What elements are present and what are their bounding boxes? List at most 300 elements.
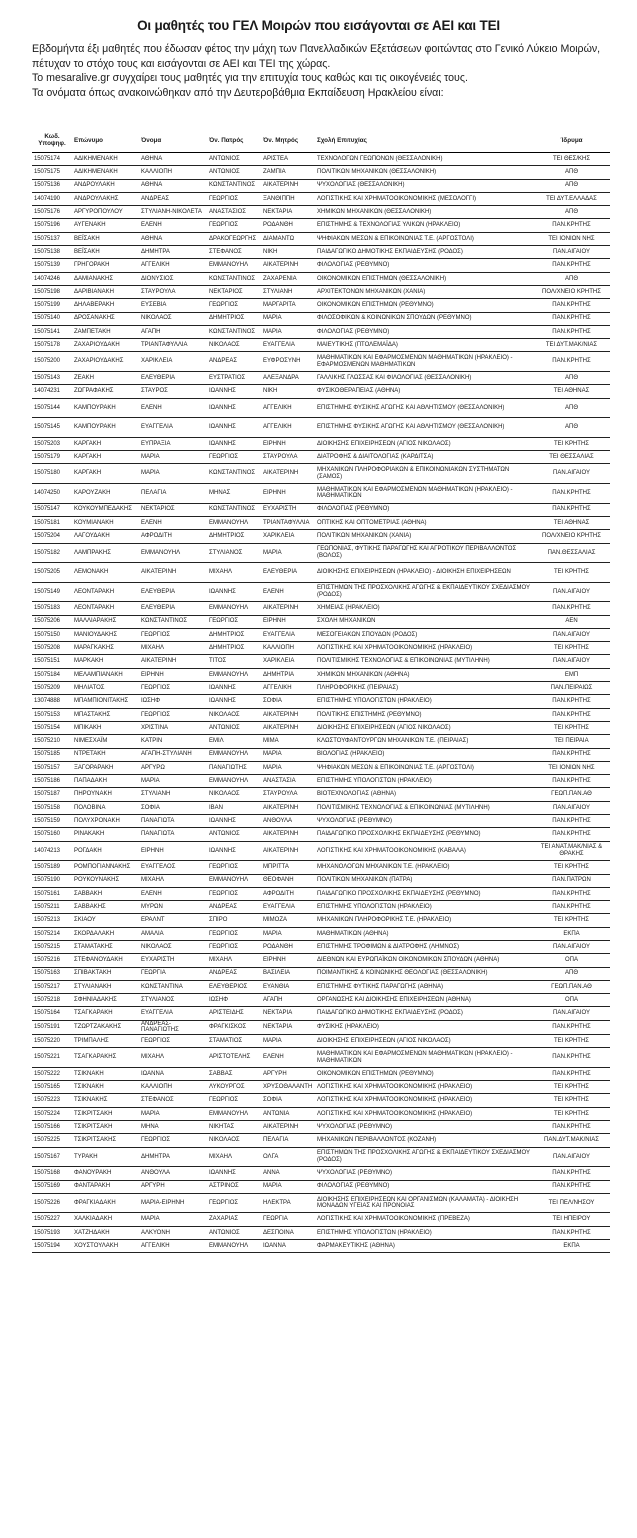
cell-mother-name: ΑΙΚΑΤΕΡΙΝΗ — [261, 801, 315, 814]
table-row — [32, 828, 610, 841]
cell-mother-name: ΝΙΚΗ — [261, 385, 315, 398]
cell-school: ΟΙΚΟΝΟΜΙΚΩΝ ΕΠΙΣΤΗΜΩΝ (ΘΕΣΣΑΛΟΝΙΚΗ) — [315, 272, 533, 285]
cell-institution: ΕΜΠ — [533, 668, 610, 681]
cell-school: ΒΙΟΤΕΧΝΟΛΟΓΙΑΣ (ΑΘΗΝΑ) — [315, 788, 533, 801]
cell-institution: ΠΑΝ.ΚΡΗΤΗΣ — [533, 503, 610, 516]
cell-mother-name: ΕΥΑΝΘΙΑ — [261, 980, 315, 993]
cell-school: ΨΥΧΟΛΟΓΙΑΣ (ΡΕΘΥΜΝΟ) — [315, 1121, 533, 1134]
cell-father-name: ΓΕΩΡΓΙΟΣ — [207, 451, 261, 464]
cell-institution: ΑΠΘ — [533, 206, 610, 219]
cell-institution: ΠΑΝ.ΠΕΙΡΑΙΩΣ — [533, 682, 610, 695]
cell-first-name: ΕΛΕΝΗ — [139, 219, 207, 232]
cell-school: ΔΙΟΙΚΗΣΗΣ ΕΠΙΧΕΙΡΗΣΕΩΝ (ΗΡΑΚΛΕΙΟ) - ΔΙΟΙΚΗΣΗ ΕΠΙΧΕΙΡΗΣΕΩΝ — [315, 563, 533, 583]
cell-father-name: ΕΜΜΑΝΟΥΗΛ — [207, 516, 261, 529]
cell-school: ΜΑΙΕΥΤΙΚΗΣ (ΠΤΟΛΕΜΑΪΔΑ) — [315, 339, 533, 352]
cell-father-name: ΚΩΝΣΤΑΝΤΙΝΟΣ — [207, 503, 261, 516]
cell-institution: ΠΑΝ.ΑΙΓΑΙΟΥ — [533, 801, 610, 814]
cell-mother-name: ΕΥΦΡΟΣΥΝΗ — [261, 352, 315, 372]
cell-surname: ΜΑΛΛΙΑΡΑΚΗΣ — [72, 615, 139, 628]
cell-institution: ΠΑΝ.ΚΡΗΤΗΣ — [533, 1226, 610, 1239]
cell-surname: ΛΕΟΝΤΑΡΑΚΗ — [72, 602, 139, 615]
cell-father-name: ΕΜΜΑΝΟΥΗΛ — [207, 775, 261, 788]
cell-first-name: ΑΝΘΟΥΛΑ — [139, 1167, 207, 1180]
cell-institution: ΠΑΝ.ΑΙΓΑΙΟΥ — [533, 582, 610, 602]
cell-school: ΨΥΧΟΛΟΓΙΑΣ (ΘΕΣΣΑΛΟΝΙΚΗ) — [315, 179, 533, 192]
cell-first-name: ΑΓΑΠΗ — [139, 325, 207, 338]
cell-first-name: ΝΕΚΤΑΡΙΟΣ — [139, 503, 207, 516]
cell-surname: ΜΑΡΚΑΚΗ — [72, 655, 139, 668]
table-row — [32, 372, 610, 385]
cell-institution: ΑΠΘ — [533, 179, 610, 192]
cell-surname: ΒΕΪΣΑΚΗ — [72, 232, 139, 245]
cell-mother-name: ΑΙΚΑΤΕΡΙΝΗ — [261, 259, 315, 272]
cell-candidate-code: 15075178 — [32, 339, 72, 352]
cell-candidate-code: 15075226 — [32, 1193, 72, 1213]
cell-father-name: ΙΩΑΝΝΗΣ — [207, 437, 261, 450]
cell-first-name: ΝΙΚΟΛΑΟΣ — [139, 941, 207, 954]
cell-father-name: ΝΙΚΟΛΑΟΣ — [207, 788, 261, 801]
cell-institution: ΑΕΝ — [533, 615, 610, 628]
table-row — [32, 615, 610, 628]
cell-surname: ΜΗΛΙΑΤΟΣ — [72, 682, 139, 695]
cell-surname: ΧΟΥΣΤΟΥΛΑΚΗ — [72, 1240, 139, 1253]
table-row — [32, 1213, 610, 1226]
cell-father-name: ΔΗΜΗΤΡΙΟΣ — [207, 530, 261, 543]
cell-school: ΛΟΓΙΣΤΙΚΗΣ ΚΑΙ ΧΡΗΜΑΤΟΟΙΚΟΝΟΜΙΚΗΣ (ΠΡΕΒΕΖΑ) — [315, 1213, 533, 1226]
cell-first-name: ΠΕΛΑΓΙΑ — [139, 484, 207, 504]
cell-school: ΔΙΟΙΚΗΣΗΣ ΕΠΙΧΕΙΡΗΣΕΩΝ (ΑΓΙΟΣ ΝΙΚΟΛΑΟΣ) — [315, 721, 533, 734]
table-row — [32, 385, 610, 398]
cell-school: ΦΑΡΜΑΚΕΥΤΙΚΗΣ (ΑΘΗΝΑ) — [315, 1240, 533, 1253]
cell-mother-name: ΑΙΚΑΤΕΡΙΝΗ — [261, 708, 315, 721]
cell-father-name: ΙΩΑΝΝΗΣ — [207, 815, 261, 828]
cell-school: ΣΧΟΛΗ ΜΗΧΑΝΙΚΩΝ — [315, 615, 533, 628]
cell-mother-name: ΕΙΡΗΝΗ — [261, 437, 315, 450]
cell-father-name: ΕΜΜΑΝΟΥΗΛ — [207, 1107, 261, 1120]
cell-first-name: ΑΓΓΕΛΙΚΗ — [139, 1240, 207, 1253]
cell-candidate-code: 15075181 — [32, 516, 72, 529]
cell-school: ΦΥΣΙΚΟΘΕΡΑΠΕΙΑΣ (ΑΘΗΝΑ) — [315, 385, 533, 398]
cell-first-name: ΓΕΩΡΓΙΟΣ — [139, 1134, 207, 1147]
cell-school: ΠΟΛΙΤΙΚΩΝ ΜΗΧΑΝΙΚΩΝ (ΧΑΝΙΑ) — [315, 530, 533, 543]
cell-school: ΦΙΛΟΛΟΓΙΑΣ (ΡΕΘΥΜΝΟ) — [315, 503, 533, 516]
cell-institution: ΠΑΝ.ΚΡΗΤΗΣ — [533, 219, 610, 232]
cell-school: ΦΙΛΟΣΟΦΙΚΩΝ & ΚΟΙΝΩΝΙΚΩΝ ΣΠΟΥΔΩΝ (ΡΕΘΥΜΝΟ) — [315, 312, 533, 325]
cell-candidate-code: 15075208 — [32, 642, 72, 655]
cell-father-name: ΚΩΝΣΤΑΝΤΙΝΟΣ — [207, 325, 261, 338]
cell-first-name: ΜΙΧΑΗΛ — [139, 642, 207, 655]
cell-candidate-code: 15075164 — [32, 1007, 72, 1020]
cell-father-name: ΕΜΜΑΝΟΥΗΛ — [207, 259, 261, 272]
table-row — [32, 219, 610, 232]
cell-father-name: ΣΑΒΒΑΣ — [207, 1067, 261, 1080]
cell-mother-name: ΝΙΚΗ — [261, 246, 315, 259]
table-row — [32, 299, 610, 312]
cell-surname: ΑΔΙΚΗΜΕΝΑΚΗ — [72, 153, 139, 166]
cell-surname: ΠΟΛΥΧΡΟΝΑΚΗ — [72, 815, 139, 828]
cell-first-name: ΜΗΝΑ — [139, 1121, 207, 1134]
cell-father-name: ΚΩΝΣΤΑΝΤΙΝΟΣ — [207, 179, 261, 192]
table-row — [32, 1226, 610, 1239]
cell-first-name: ΕΥΣΕΒΙΑ — [139, 299, 207, 312]
cell-mother-name: ΜΑΡΙΑ — [261, 761, 315, 774]
cell-father-name: ΜΗΝΑΣ — [207, 484, 261, 504]
cell-first-name: ΕΥΧΑΡΙΣΤΗ — [139, 954, 207, 967]
cell-mother-name: ΗΛΕΚΤΡΑ — [261, 1193, 315, 1213]
cell-candidate-code: 15075166 — [32, 1121, 72, 1134]
cell-school: ΠΑΙΔΑΓΩΓΙΚΟ ΔΗΜΟΤΙΚΗΣ ΕΚΠΑΙΔΕΥΣΗΣ (ΡΟΔΟΣ) — [315, 1007, 533, 1020]
cell-candidate-code: 15075184 — [32, 668, 72, 681]
cell-mother-name: ΘΕΟΦΑΝΗ — [261, 874, 315, 887]
intro-paragraph: Εβδομήντα έξι μαθητές που έδωσαν φέτος την μάχη των Πανελλαδικών Εξετάσεων φοιτώντας στο Γενικό Λύκειο Μοιρών, πέτυχαν το στόχο τους και εισάγονται σε ΑΕΙ και ΤΕΙ της χώρας. — [32, 43, 601, 70]
cell-father-name: ΙΩΑΝΝΗΣ — [207, 398, 261, 418]
cell-surname: ΣΦΗΝΙΑΔΑΚΗΣ — [72, 994, 139, 1007]
cell-first-name: ΚΩΝΣΤΑΝΤΙΝΟΣ — [139, 615, 207, 628]
cell-candidate-code: 15075227 — [32, 1213, 72, 1226]
cell-surname: ΚΑΡΓΑΚΗ — [72, 437, 139, 450]
cell-surname: ΡΟΜΠΟΓΙΑΝΝΑΚΗΣ — [72, 861, 139, 874]
cell-institution: ΠΑΝ.ΚΡΗΤΗΣ — [533, 312, 610, 325]
cell-surname: ΑΝΔΡΟΥΛΑΚΗ — [72, 179, 139, 192]
cell-father-name: ΕΜΜΑΝΟΥΗΛ — [207, 874, 261, 887]
cell-father-name: ΕΜΜΑΝΟΥΗΛ — [207, 748, 261, 761]
cell-father-name: ΑΡΙΣΤΟΤΕΛΗΣ — [207, 1048, 261, 1068]
cell-mother-name: ΚΑΛΛΙΟΠΗ — [261, 642, 315, 655]
cell-surname: ΔΡΟΣΑΝΑΚΗΣ — [72, 312, 139, 325]
cell-mother-name: ΕΥΧΑΡΙΣΤΗ — [261, 503, 315, 516]
cell-surname: ΦΑΝΟΥΡΑΚΗ — [72, 1167, 139, 1180]
cell-father-name: ΑΝΤΩΝΙΟΣ — [207, 721, 261, 734]
cell-mother-name: ΑΝΤΩΝΙΑ — [261, 1107, 315, 1120]
table-row — [32, 451, 610, 464]
cell-candidate-code: 15075210 — [32, 735, 72, 748]
cell-father-name: ΓΕΩΡΓΙΟΣ — [207, 1094, 261, 1107]
table-row — [32, 516, 610, 529]
cell-father-name: ΑΡΙΣΤΕΙΔΗΣ — [207, 1007, 261, 1020]
cell-surname: ΑΡΓΥΡΟΠΟΥΛΟΥ — [72, 206, 139, 219]
cell-institution: ΠΑΝ.ΘΕΣΣΑΛΙΑΣ — [533, 543, 610, 563]
table-row — [32, 841, 610, 861]
cell-institution: ΠΟΛ/ΧΝΕΙΟ ΚΡΗΤΗΣ — [533, 285, 610, 298]
cell-surname: ΤΣΙΚΡΙΤΣΑΚΗ — [72, 1107, 139, 1120]
cell-first-name: ΧΡΙΣΤΙΝΑ — [139, 721, 207, 734]
cell-first-name: ΕΛΕΥΘΕΡΙΑ — [139, 372, 207, 385]
cell-candidate-code: 15075196 — [32, 219, 72, 232]
table-row — [32, 748, 610, 761]
cell-candidate-code: 15075185 — [32, 748, 72, 761]
cell-father-name: ΝΙΚΗΤΑΣ — [207, 1121, 261, 1134]
cell-candidate-code: 15075205 — [32, 563, 72, 583]
cell-first-name: ΕΥΑΓΓΕΛΙΑ — [139, 1007, 207, 1020]
cell-school: ΓΕΩΠΟΝΙΑΣ, ΦΥΤΙΚΗΣ ΠΑΡΑΓΩΓΗΣ ΚΑΙ ΑΓΡΟΤΙΚΟΥ ΠΕΡΙΒΑΛΛΟΝΤΟΣ (ΒΟΛΟΣ) — [315, 543, 533, 563]
cell-surname: ΚΑΡΓΑΚΗ — [72, 451, 139, 464]
cell-candidate-code: 15075189 — [32, 861, 72, 874]
cell-father-name: ΕΜΙΛ — [207, 735, 261, 748]
cell-surname: ΑΔΙΚΗΜΕΝΑΚΗ — [72, 166, 139, 179]
cell-mother-name: ΕΛΕΝΗ — [261, 1048, 315, 1068]
cell-candidate-code: 15075140 — [32, 312, 72, 325]
cell-mother-name: ΣΟΦΙΑ — [261, 1094, 315, 1107]
results-table — [32, 128, 610, 1253]
cell-first-name: ΜΑΡΙΑ — [139, 775, 207, 788]
table-row — [32, 901, 610, 914]
cell-surname: ΣΑΒΒΑΚΗ — [72, 887, 139, 900]
cell-school: ΕΠΙΣΤΗΜΗΣ ΤΡΟΦΙΜΩΝ & ΔΙΑΤΡΟΦΗΣ (ΛΗΜΝΟΣ) — [315, 941, 533, 954]
cell-institution: ΤΕΙ ΘΕΣ/ΚΗΣ — [533, 153, 610, 166]
cell-surname: ΛΕΟΝΤΑΡΑΚΗ — [72, 582, 139, 602]
cell-institution: ΠΑΝ.ΔΥΤ.ΜΑΚ/ΝΙΑΣ — [533, 1134, 610, 1147]
cell-mother-name: ΕΥΑΓΓΕΛΙΑ — [261, 628, 315, 641]
cell-mother-name: ΑΙΚΑΤΕΡΙΝΗ — [261, 841, 315, 861]
table-row — [32, 801, 610, 814]
header-first-name: Όνομα — [139, 128, 207, 153]
cell-candidate-code: 15075180 — [32, 464, 72, 484]
cell-school: ΕΠΙΣΤΗΜΩΝ ΤΗΣ ΠΡΟΣΧΟΛΙΚΗΣ ΑΓΩΓΗΣ & ΕΚΠΑΙΔΕΥΤΙΚΟΥ ΣΧΕΔΙΑΣΜΟΥ (ΡΟΔΟΣ) — [315, 582, 533, 602]
cell-school: ΟΠΤΙΚΗΣ ΚΑΙ ΟΠΤΟΜΕΤΡΙΑΣ (ΑΘΗΝΑ) — [315, 516, 533, 529]
cell-institution: ΑΠΘ — [533, 398, 610, 418]
cell-school: ΜΗΧΑΝΙΚΩΝ ΠΛΗΡΟΦΟΡΙΑΚΩΝ & ΕΠΙΚΟΙΝΩΝΙΑΚΩΝ ΣΥΣΤΗΜΑΤΩΝ (ΣΑΜΟΣ) — [315, 464, 533, 484]
cell-school: ΕΠΙΣΤΗΜΗΣ ΥΠΟΛΟΓΙΣΤΩΝ (ΗΡΑΚΛΕΙΟ) — [315, 775, 533, 788]
cell-school: ΠΟΛΙΤΙΚΩΝ ΜΗΧΑΝΙΚΩΝ (ΠΑΤΡΑ) — [315, 874, 533, 887]
cell-surname: ΖΕΑΚΗ — [72, 372, 139, 385]
cell-father-name: ΦΡΑΓΚΙΣΚΟΣ — [207, 1020, 261, 1034]
cell-father-name: ΜΙΧΑΗΛ — [207, 1147, 261, 1167]
cell-surname: ΣΤΑΜΑΤΑΚΗΣ — [72, 941, 139, 954]
cell-institution: ΠΑΝ.ΚΡΗΤΗΣ — [533, 259, 610, 272]
cell-school: ΛΟΓΙΣΤΙΚΗΣ ΚΑΙ ΧΡΗΜΑΤΟΟΙΚΟΝΟΜΙΚΗΣ (ΗΡΑΚΛΕΙΟ) — [315, 642, 533, 655]
table-row — [32, 1034, 610, 1047]
cell-father-name: ΣΤΑΜΑΤΙΟΣ — [207, 1034, 261, 1047]
cell-mother-name: ΑΓΓΕΛΙΚΗ — [261, 418, 315, 438]
cell-institution: ΠΑΝ.ΚΡΗΤΗΣ — [533, 887, 610, 900]
table-row — [32, 668, 610, 681]
cell-father-name: ΑΝΔΡΕΑΣ — [207, 967, 261, 980]
cell-candidate-code: 15075220 — [32, 1034, 72, 1047]
cell-school: ΛΟΓΙΣΤΙΚΗΣ ΚΑΙ ΧΡΗΜΑΤΟΟΙΚΟΝΟΜΙΚΗΣ (ΗΡΑΚΛΕΙΟ) — [315, 1094, 533, 1107]
cell-candidate-code: 15075224 — [32, 1107, 72, 1120]
cell-institution: ΤΕΙ ΚΡΗΤΗΣ — [533, 563, 610, 583]
cell-surname: ΤΣΑΓΚΑΡΑΚΗΣ — [72, 1048, 139, 1068]
cell-father-name: ΚΩΝΣΤΑΝΤΙΝΟΣ — [207, 464, 261, 484]
cell-candidate-code: 14074250 — [32, 484, 72, 504]
table-row — [32, 861, 610, 874]
table-row — [32, 927, 610, 940]
cell-school: ΠΑΙΔΑΓΩΓΙΚΟ ΠΡΟΣΧΟΛΙΚΗΣ ΕΚΠΑΙΔΕΥΣΗΣ (ΡΕΘΥΜΝΟ) — [315, 828, 533, 841]
cell-institution: ΤΕΙ ΗΠΕΙΡΟΥ — [533, 1213, 610, 1226]
cell-candidate-code: 15075168 — [32, 1167, 72, 1180]
cell-school: ΟΙΚΟΝΟΜΙΚΩΝ ΕΠΙΣΤΗΜΩΝ (ΡΕΘΥΜΝΟ) — [315, 299, 533, 312]
cell-first-name: ΣΤΑΥΡΟΥΛΑ — [139, 285, 207, 298]
cell-school: ΦΙΛΟΛΟΓΙΑΣ (ΡΕΘΥΜΝΟ) — [315, 325, 533, 338]
table-row — [32, 530, 610, 543]
cell-school: ΨΥΧΟΛΟΓΙΑΣ (ΡΕΘΥΜΝΟ) — [315, 1167, 533, 1180]
table-row — [32, 887, 610, 900]
table-row — [32, 1147, 610, 1167]
cell-school: ΔΙΕΘΝΩΝ ΚΑΙ ΕΥΡΩΠΑΪΚΩΝ ΟΙΚΟΝΟΜΙΚΩΝ ΣΠΟΥΔΩΝ (ΑΘΗΝΑ) — [315, 954, 533, 967]
cell-candidate-code: 15075158 — [32, 801, 72, 814]
cell-surname: ΔΑΜΙΑΝΑΚΗΣ — [72, 272, 139, 285]
cell-candidate-code: 15075191 — [32, 1020, 72, 1034]
cell-first-name: ΜΑΡΙΑ — [139, 464, 207, 484]
cell-surname: ΤΥΡΑΚΗ — [72, 1147, 139, 1167]
cell-institution: ΠΑΝ.ΑΙΓΑΙΟΥ — [533, 1147, 610, 1167]
table-row — [32, 1067, 610, 1080]
cell-first-name: ΜΑΡΙΑ — [139, 1213, 207, 1226]
cell-institution: ΤΕΙ ΠΕΙΡΑΙΑ — [533, 735, 610, 748]
cell-candidate-code: 15075136 — [32, 179, 72, 192]
cell-mother-name: ΑΓΓΕΛΙΚΗ — [261, 682, 315, 695]
cell-school: ΜΑΘΗΜΑΤΙΚΩΝ ΚΑΙ ΕΦΑΡΜΟΣΜΕΝΩΝ ΜΑΘΗΜΑΤΙΚΩΝ (ΗΡΑΚΛΕΙΟ) - ΜΑΘΗΜΑΤΙΚΩΝ — [315, 1048, 533, 1068]
cell-surname: ΜΑΝΙΟΥΔΑΚΗΣ — [72, 628, 139, 641]
cell-father-name: ΓΕΩΡΓΙΟΣ — [207, 219, 261, 232]
cell-father-name: ΛΥΚΟΥΡΓΟΣ — [207, 1081, 261, 1094]
cell-first-name: ΑΡΓΥΡΗ — [139, 1180, 207, 1193]
cell-candidate-code: 15075175 — [32, 166, 72, 179]
cell-candidate-code: 15075179 — [32, 451, 72, 464]
cell-candidate-code: 15075144 — [32, 398, 72, 418]
cell-mother-name: ΑΓΑΠΗ — [261, 994, 315, 1007]
cell-candidate-code: 15075198 — [32, 285, 72, 298]
cell-institution: ΤΕΙ ΚΡΗΤΗΣ — [533, 1107, 610, 1120]
cell-first-name: ΑΦΡΟΔΙΤΗ — [139, 530, 207, 543]
cell-mother-name: ΣΤΑΥΡΟΥΛΑ — [261, 788, 315, 801]
cell-father-name: ΑΝΔΡΕΑΣ — [207, 352, 261, 372]
table-row — [32, 1081, 610, 1094]
cell-school: ΔΙΟΙΚΗΣΗΣ ΕΠΙΧΕΙΡΗΣΕΩΝ ΚΑΙ ΟΡΓΑΝΙΣΜΩΝ (ΚΑΛΑΜΑΤΑ) - ΔΙΟΙΚΗΣΗ ΜΟΝΑΔΩΝ ΥΓΕΙΑΣ ΚΑΙ ΠΡΟΝΟΙΑΣ — [315, 1193, 533, 1213]
cell-first-name: ΑΘΗΝΑ — [139, 179, 207, 192]
cell-candidate-code: 15075217 — [32, 980, 72, 993]
table-row — [32, 259, 610, 272]
table-row — [32, 503, 610, 516]
cell-candidate-code: 15075147 — [32, 503, 72, 516]
cell-school: ΦΥΣΙΚΗΣ (ΗΡΑΚΛΕΙΟ) — [315, 1020, 533, 1034]
table-row — [32, 1094, 610, 1107]
header-surname: Επώνυμο — [72, 128, 139, 153]
cell-candidate-code: 15075218 — [32, 994, 72, 1007]
cell-mother-name: ΑΙΚΑΤΕΡΙΝΗ — [261, 828, 315, 841]
cell-candidate-code: 15075161 — [32, 887, 72, 900]
cell-candidate-code: 15075163 — [32, 967, 72, 980]
cell-mother-name: ΜΑΡΙΑ — [261, 312, 315, 325]
cell-institution: ΤΕΙ ΑΘΗΝΑΣ — [533, 516, 610, 529]
cell-surname: ΤΣΑΓΚΑΡΑΚΗ — [72, 1007, 139, 1020]
cell-institution: ΠΑΝ.ΚΡΗΤΗΣ — [533, 352, 610, 372]
cell-institution: ΤΕΙ ΑΝΑΤ.ΜΑΚ/ΝΙΑΣ & ΘΡΑΚΗΣ — [533, 841, 610, 861]
cell-school: ΕΠΙΣΤΗΜΗΣ ΥΠΟΛΟΓΙΣΤΩΝ (ΗΡΑΚΛΕΙΟ) — [315, 1226, 533, 1239]
cell-institution: ΠΑΝ.ΚΡΗΤΗΣ — [533, 1048, 610, 1068]
cell-mother-name: ΝΕΚΤΑΡΙΑ — [261, 206, 315, 219]
cell-institution: ΠΑΝ.ΑΙΓΑΙΟΥ — [533, 655, 610, 668]
cell-first-name: ΕΛΕΝΗ — [139, 887, 207, 900]
cell-candidate-code: 15075137 — [32, 232, 72, 245]
cell-school: ΜΗΧΑΝΙΚΩΝ ΠΕΡΙΒΑΛΛΟΝΤΟΣ (ΚΟΖΑΝΗ) — [315, 1134, 533, 1147]
cell-first-name: ΠΑΝΑΓΙΩΤΑ — [139, 815, 207, 828]
table-row — [32, 874, 610, 887]
table-row — [32, 914, 610, 927]
cell-first-name: ΙΩΣΗΦ — [139, 695, 207, 708]
cell-surname: ΡΟΥΚΟΥΝΑΚΗΣ — [72, 874, 139, 887]
table-row — [32, 1134, 610, 1147]
cell-institution: ΤΕΙ ΚΡΗΤΗΣ — [533, 642, 610, 655]
cell-candidate-code: 15075141 — [32, 325, 72, 338]
cell-candidate-code: 15075211 — [32, 901, 72, 914]
cell-school: ΨΥΧΟΛΟΓΙΑΣ (ΡΕΘΥΜΝΟ) — [315, 815, 533, 828]
cell-candidate-code: 15075204 — [32, 530, 72, 543]
cell-first-name: ΓΕΩΡΓΙΟΣ — [139, 682, 207, 695]
cell-surname: ΞΑΓΟΡΑΡΑΚΗ — [72, 761, 139, 774]
cell-father-name: ΓΕΩΡΓΙΟΣ — [207, 299, 261, 312]
cell-first-name: ΧΑΡΙΚΛΕΙΑ — [139, 352, 207, 372]
cell-candidate-code: 15075225 — [32, 1134, 72, 1147]
cell-institution: ΠΑΝ.ΚΡΗΤΗΣ — [533, 602, 610, 615]
cell-institution: ΟΠΑ — [533, 994, 610, 1007]
table-row — [32, 153, 610, 166]
cell-mother-name: ΖΑΜΠΙΑ — [261, 166, 315, 179]
cell-mother-name: ΑΡΙΣΤΕΑ — [261, 153, 315, 166]
cell-school: ΦΙΛΟΛΟΓΙΑΣ (ΡΕΘΥΜΝΟ) — [315, 1180, 533, 1193]
cell-first-name: ΑΙΚΑΤΕΡΙΝΗ — [139, 563, 207, 583]
header-father-name: Όν. Πατρός — [207, 128, 261, 153]
cell-candidate-code: 15075169 — [32, 1180, 72, 1193]
table-row — [32, 563, 610, 583]
cell-surname: ΜΠΑΣΤΑΚΗΣ — [72, 708, 139, 721]
cell-institution: ΤΕΙ ΚΡΗΤΗΣ — [533, 861, 610, 874]
cell-institution: ΑΠΘ — [533, 967, 610, 980]
cell-mother-name: ΑΡΓΥΡΗ — [261, 1067, 315, 1080]
cell-first-name: ΕΥΑΓΓΕΛΟΣ — [139, 861, 207, 874]
cell-surname: ΝΙΜΕΣΧΑΪΜ — [72, 735, 139, 748]
cell-mother-name: ΕΙΡΗΝΗ — [261, 615, 315, 628]
table-row — [32, 1007, 610, 1020]
table-row — [32, 339, 610, 352]
cell-surname: ΣΠΙΒΑΚΤΑΚΗ — [72, 967, 139, 980]
cell-institution: ΠΑΝ.ΚΡΗΤΗΣ — [533, 299, 610, 312]
cell-institution: ΟΠΑ — [533, 954, 610, 967]
cell-institution: ΠΑΝ.ΚΡΗΤΗΣ — [533, 1167, 610, 1180]
cell-father-name: ΔΗΜΗΤΡΙΟΣ — [207, 642, 261, 655]
cell-candidate-code: 15075214 — [32, 927, 72, 940]
cell-mother-name: ΜΙΜΑ — [261, 735, 315, 748]
cell-first-name: ΓΕΩΡΓΙΟΣ — [139, 1034, 207, 1047]
cell-father-name: ΓΕΩΡΓΙΟΣ — [207, 887, 261, 900]
cell-father-name: ΑΝΤΩΝΙΟΣ — [207, 828, 261, 841]
table-row — [32, 437, 610, 450]
cell-father-name: ΤΙΤΟΣ — [207, 655, 261, 668]
cell-mother-name: ΔΕΣΠΟΙΝΑ — [261, 1226, 315, 1239]
cell-father-name: ΕΜΜΑΝΟΥΗΛ — [207, 1240, 261, 1253]
cell-first-name: ΑΘΗΝΑ — [139, 153, 207, 166]
cell-candidate-code: 15075213 — [32, 914, 72, 927]
cell-school: ΕΠΙΣΤΗΜΗΣ ΦΥΤΙΚΗΣ ΠΑΡΑΓΩΓΗΣ (ΑΘΗΝΑ) — [315, 980, 533, 993]
cell-school: ΜΑΘΗΜΑΤΙΚΩΝ (ΑΘΗΝΑ) — [315, 927, 533, 940]
cell-surname: ΤΣΙΚΝΑΚΗ — [72, 1081, 139, 1094]
cell-institution: ΠΑΝ.ΚΡΗΤΗΣ — [533, 1067, 610, 1080]
cell-father-name: ΓΕΩΡΓΙΟΣ — [207, 927, 261, 940]
cell-mother-name: ΑΓΓΕΛΙΚΗ — [261, 398, 315, 418]
cell-candidate-code: 15075157 — [32, 761, 72, 774]
table-row — [32, 695, 610, 708]
intro-paragraph: Τα ονόματα όπως ανακοινώθηκαν από την Δευτεροβάθμια Εκπαίδευση Ηρακλείου είναι: — [32, 86, 444, 99]
cell-school: ΔΙΟΙΚΗΣΗΣ ΕΠΙΧΕΙΡΗΣΕΩΝ (ΑΓΙΟΣ ΝΙΚΟΛΑΟΣ) — [315, 1034, 533, 1047]
cell-first-name: ΚΑΛΛΙΟΠΗ — [139, 1081, 207, 1094]
table-row — [32, 246, 610, 259]
cell-surname: ΚΟΥΚΟΥΜΠΕΔΑΚΗΣ — [72, 503, 139, 516]
cell-mother-name: ΑΙΚΑΤΕΡΙΝΗ — [261, 179, 315, 192]
cell-school: ΓΑΛΛΙΚΗΣ ΓΛΩΣΣΑΣ ΚΑΙ ΦΙΛΟΛΟΓΙΑΣ (ΘΕΣΣΑΛΟΝΙΚΗ) — [315, 372, 533, 385]
cell-school: ΔΙΟΙΚΗΣΗΣ ΕΠΙΧΕΙΡΗΣΕΩΝ (ΑΓΙΟΣ ΝΙΚΟΛΑΟΣ) — [315, 437, 533, 450]
table-row — [32, 166, 610, 179]
cell-father-name: ΕΛΕΥΘΕΡΙΟΣ — [207, 980, 261, 993]
